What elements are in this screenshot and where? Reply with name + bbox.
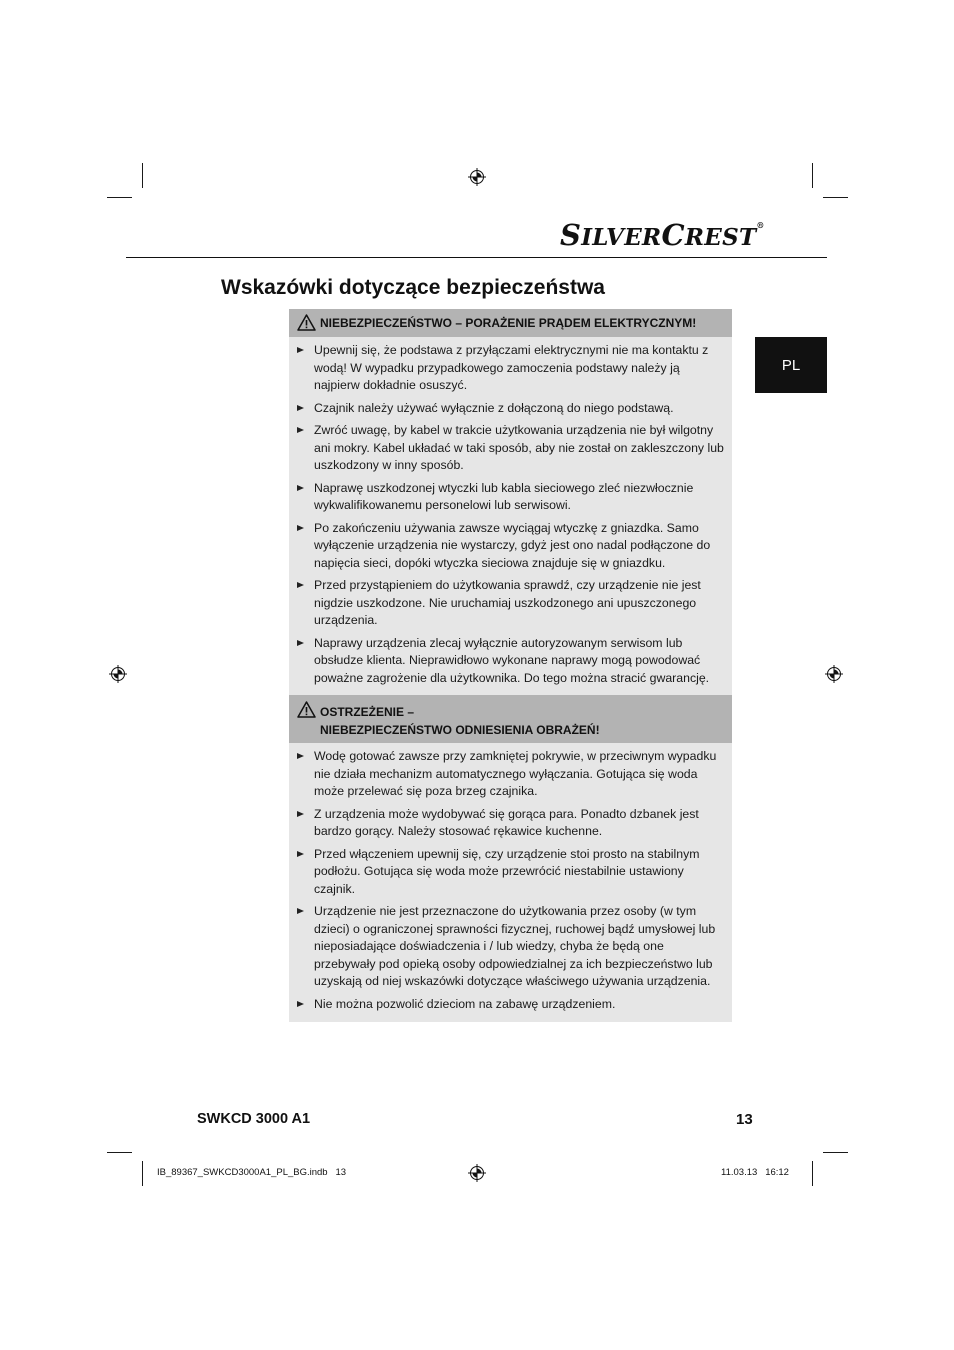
list-item-text: Przed przystąpieniem do użytkowania sprawdź, czy urządzenie nie jest nigdzie uszkodzone. Nie uruchamiaj uszkodzonego ani upuszczonego urządzenia. <box>314 578 701 627</box>
bullet-arrow-icon <box>297 908 304 914</box>
danger-heading <box>289 309 732 337</box>
crop-mark <box>823 197 848 198</box>
bullet-arrow-icon <box>297 405 304 411</box>
crop-mark <box>142 1161 143 1186</box>
warning-heading-line2: NIEBEZPIECZEŃSTWO ODNIESIENIA OBRAŻEŃ! <box>320 723 600 737</box>
crop-mark <box>142 163 143 188</box>
warning-triangle-icon <box>297 701 316 718</box>
bullet-arrow-icon <box>297 582 304 588</box>
list-item-text: Urządzenie nie jest przeznaczone do użytkowania przez osoby (w tym dzieci) o ograniczonej sprawności fizycznej, ruchowej bądź umysłowej lub nieposiadające doświadczenia i / lub wiedzy, chyba że będą one przebywały pod opieką osoby odpowiedzialnej za ich bezpieczeństwo lub uzyskają od niej wskazówki dotyczące właściwego używania urządzenia. <box>314 904 716 988</box>
list-item <box>297 480 726 515</box>
crop-mark <box>107 197 132 198</box>
brand-logo: SILVERCREST® <box>560 218 765 252</box>
danger-heading-text: NIEBEZPIECZEŃSTWO – PORAŻENIE PRĄDEM ELEKTRYCZNYM! <box>320 316 697 330</box>
registration-mark-icon <box>468 1164 486 1182</box>
list-item-text: Naprawy urządzenia zlecaj wyłącznie autoryzowanym serwisom lub obsłudze klienta. Nieprawidłowo wykonane naprawy mogą powodować poważne zagrożenie dla użytkownika. Do tego można stracić gwarancję. <box>314 635 710 685</box>
list-item <box>297 400 726 418</box>
warning-box <box>289 695 732 1022</box>
list-item <box>297 577 726 630</box>
list-item-text: Zwróć uwagę, by kabel w trakcie użytkowania urządzenia nie był wilgotny ani mokry. Kabel układać w taki sposób, aby nie został on zakleszczony lub uszkodzony w inny sposób. <box>314 423 724 472</box>
print-slug-file: IB_89367_SWKCD3000A1_PL_BG.indb 13 <box>157 1167 347 1178</box>
bullet-arrow-icon <box>297 640 304 646</box>
list-item <box>297 903 726 991</box>
list-item <box>297 846 726 899</box>
list-item-text: Naprawę uszkodzonej wtyczki lub kabla sieciowego zleć niezwłocznie wykwalifikowanemu personelowi lub serwisowi. <box>314 480 694 512</box>
list-item-text: Z urządzenia może wydobywać się gorąca para. Ponadto dzbanek jest bardzo gorący. Należy stosować rękawice kuchenne. <box>314 806 699 838</box>
language-tab: PL <box>755 337 827 393</box>
bullet-arrow-icon <box>297 347 304 353</box>
bullet-arrow-icon <box>297 427 304 433</box>
list-item <box>297 342 726 395</box>
list-item <box>297 806 726 841</box>
warning-heading <box>289 695 732 743</box>
model-number: SWKCD 3000 A1 <box>197 1111 311 1127</box>
list-item-text: Czajnik należy używać wyłącznie z dołączoną do niego podstawą. <box>314 400 674 415</box>
list-item-text: Po zakończeniu używania zawsze wyciągaj wtyczkę z gniazdka. Samo wyłączenie urządzenia nie wystarczy, gdyż jest ono nadal podłączone do napięcia sieci, dopóki wtyczka sieciowa znajduje się w gniazdku. <box>314 520 711 570</box>
list-item <box>297 748 726 801</box>
danger-box <box>289 309 732 696</box>
list-item-text: Wodę gotować zawsze przy zamkniętej pokrywie, w przeciwnym wypadku nie działa mechanizm automatycznego wyłączania. Gotująca się woda może przelewać się poza brzeg czajnika. <box>314 749 717 798</box>
bullet-arrow-icon <box>297 811 304 817</box>
page-title: Wskazówki dotyczące bezpieczeństwa <box>221 276 605 299</box>
crop-mark <box>823 1152 848 1153</box>
warning-list <box>289 743 732 1022</box>
registration-mark-icon <box>109 665 127 683</box>
list-item <box>297 635 726 688</box>
bullet-arrow-icon <box>297 1001 304 1007</box>
list-item-text: Nie można pozwolić dzieciom na zabawę urządzeniem. <box>314 996 616 1011</box>
list-item-text: Przed włączeniem upewnij się, czy urządzenie stoi prosto na stabilnym podłożu. Gotująca się woda może przewrócić niestabilnie ustawiony czajnik. <box>314 846 700 896</box>
print-slug-date: 11.03.13 16:12 <box>721 1167 789 1178</box>
crop-mark <box>812 1161 813 1186</box>
warning-triangle-icon <box>297 314 316 331</box>
registration-mark-icon <box>468 168 486 186</box>
warning-heading-line1: OSTRZEŻENIE – <box>320 705 415 719</box>
bullet-arrow-icon <box>297 851 304 857</box>
list-item <box>297 422 726 475</box>
header-rule <box>126 257 827 258</box>
bullet-arrow-icon <box>297 485 304 491</box>
registration-mark-icon <box>825 665 843 683</box>
list-item <box>297 996 726 1014</box>
list-item-text: Upewnij się, że podstawa z przyłączami elektrycznymi nie ma kontaktu z wodą! W wypadku przypadkowego zamoczenia podstawy należy ją najpierw dokładnie osuszyć. <box>314 343 709 392</box>
page-number: 13 <box>736 1111 753 1128</box>
bullet-arrow-icon <box>297 753 304 759</box>
bullet-arrow-icon <box>297 525 304 531</box>
danger-list <box>289 337 732 696</box>
crop-mark <box>107 1152 132 1153</box>
crop-mark <box>812 163 813 188</box>
list-item <box>297 520 726 573</box>
